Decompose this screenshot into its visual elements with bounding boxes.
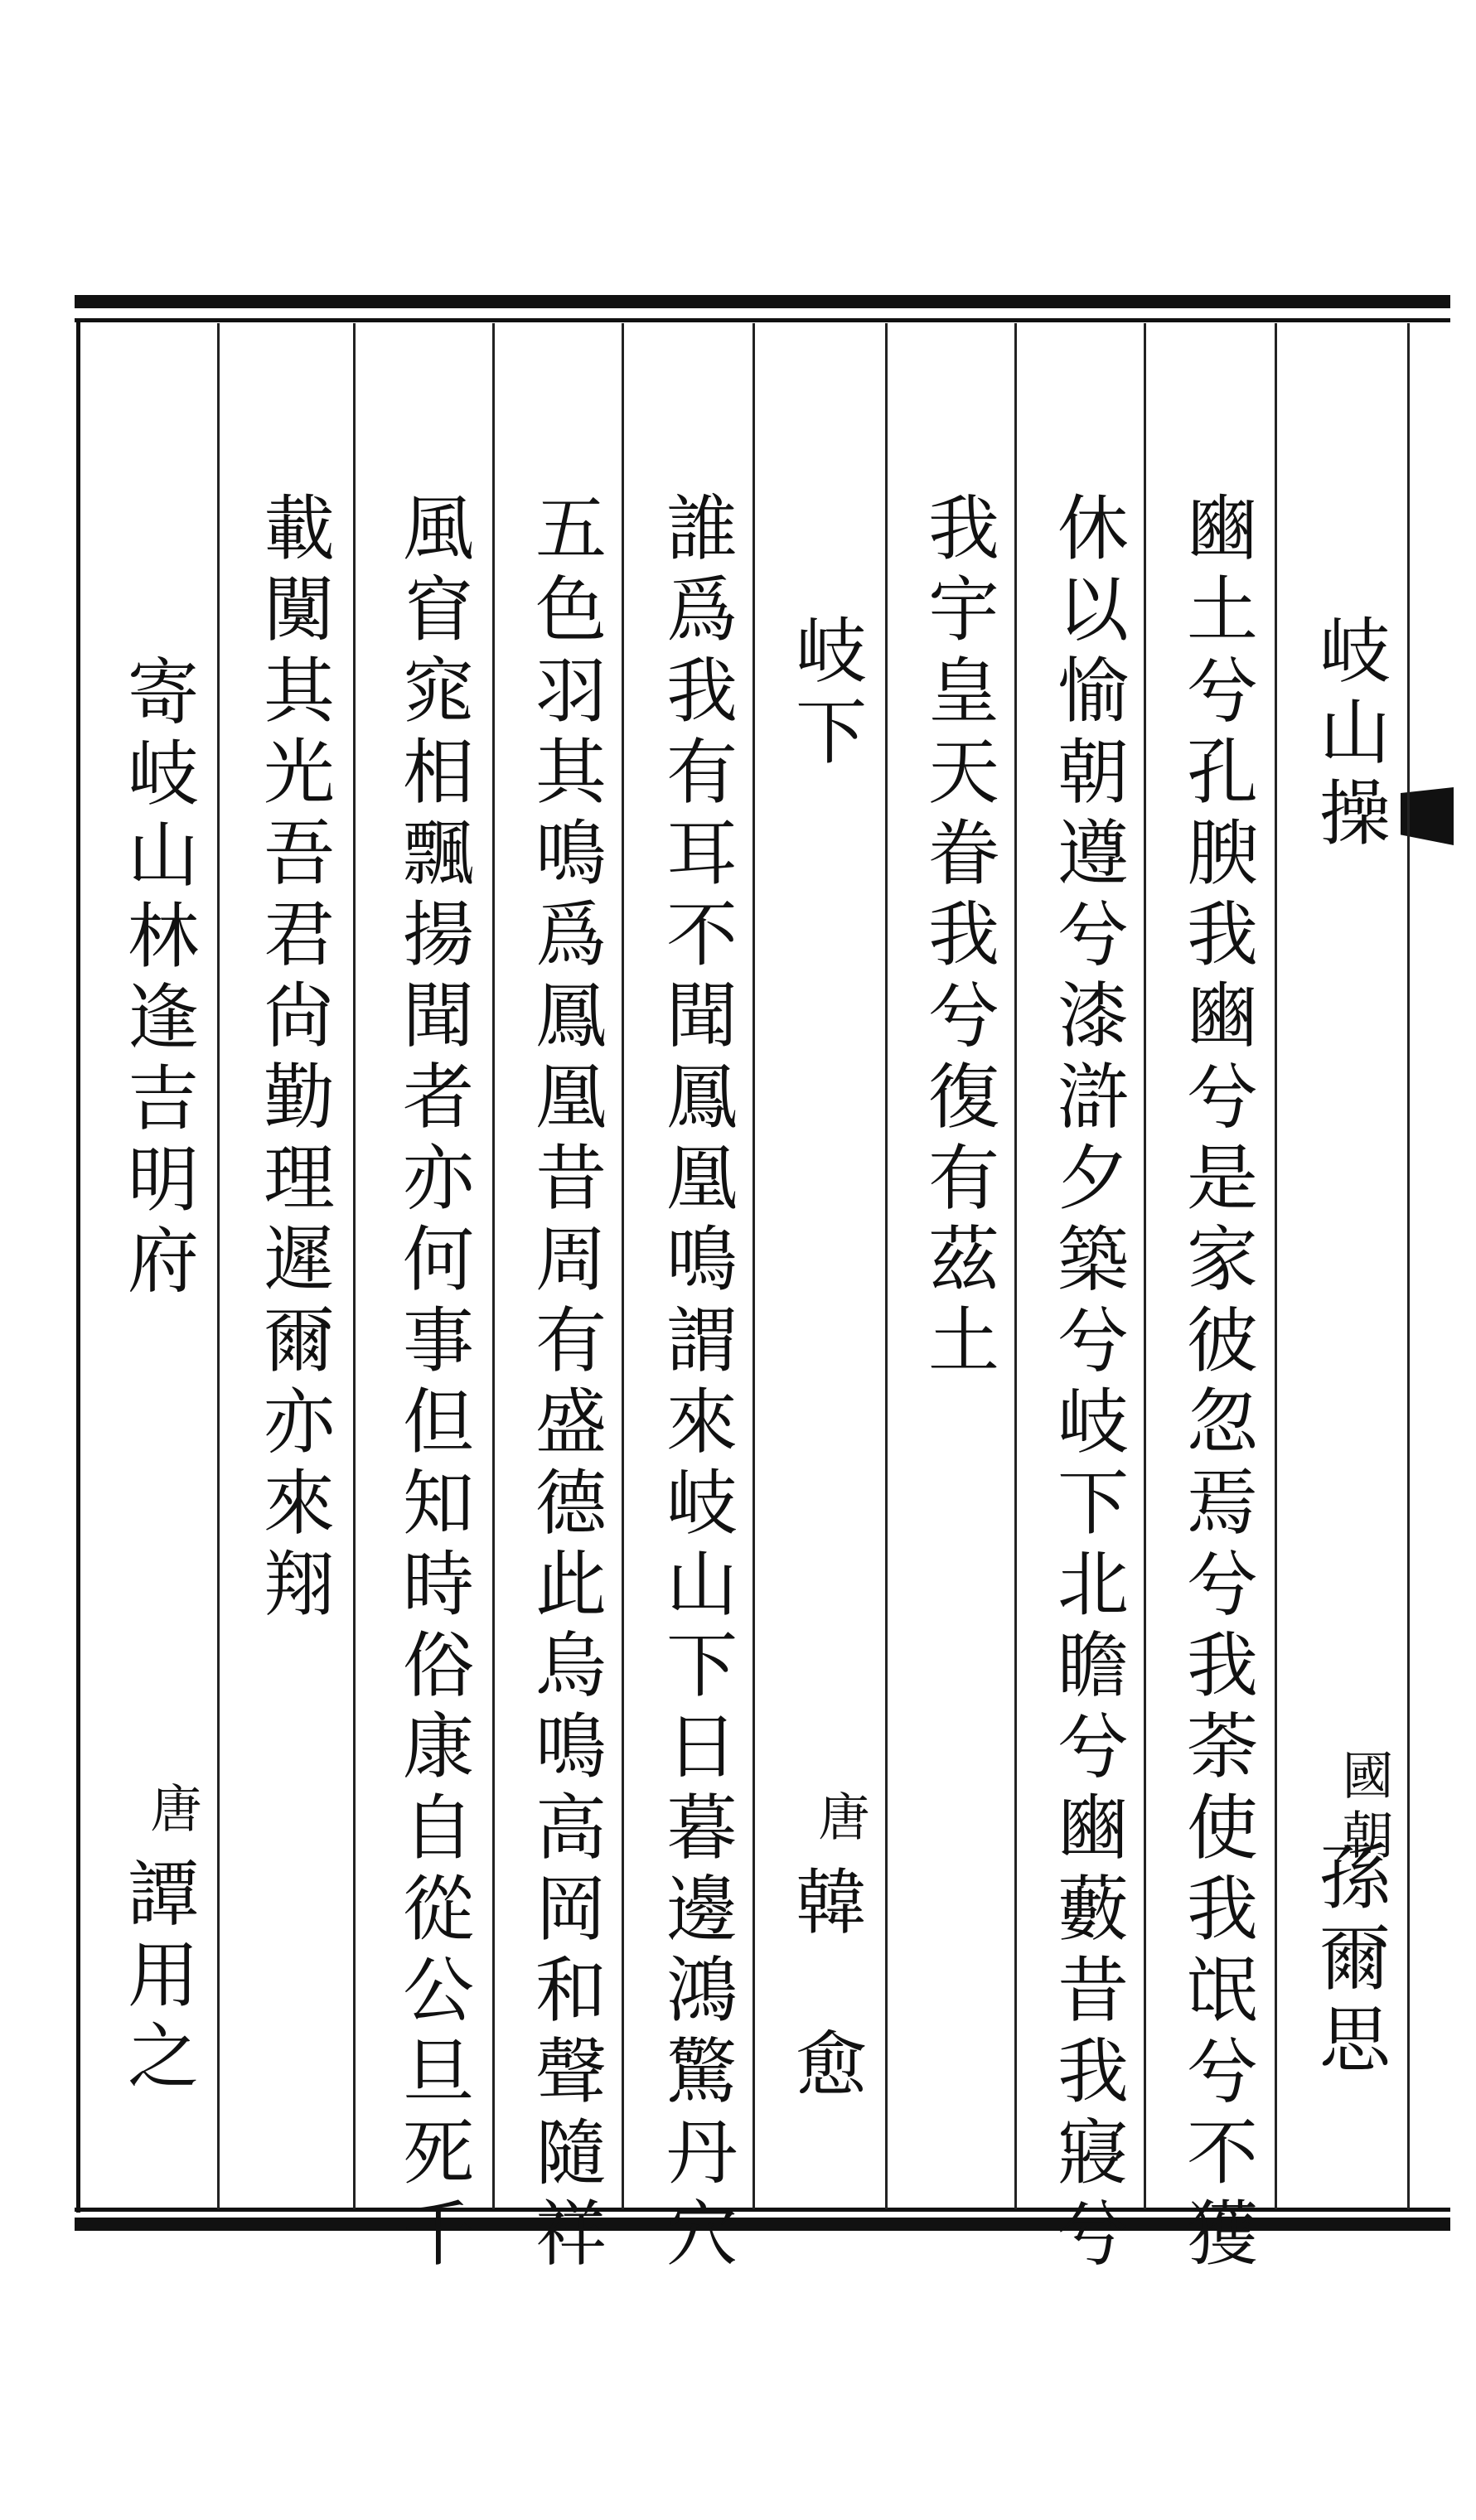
column-divider	[353, 323, 356, 2209]
poem-title: 寄岐山林逢吉明府	[115, 655, 198, 1304]
poem-line: 休以愉朝遵兮漆滸夕築兮岐下北瞻兮豳藪昔我寢兮	[1045, 491, 1128, 2277]
column-divider	[1407, 323, 1410, 2209]
top-border-thick	[75, 295, 1450, 308]
left-border	[76, 322, 80, 2213]
author-name: 譚用之	[115, 1856, 198, 2100]
poem-line: 誰爲我有耳不聞鳳凰鳴謂來岐山下日暮邊鴻驚丹穴	[654, 491, 737, 2277]
author-dynasty: 國朝	[1333, 1749, 1394, 1868]
poem-line: 豳土兮孔腴我豳兮是家彼忽焉兮我荼使我氓兮不獲	[1174, 491, 1257, 2277]
column-divider	[753, 323, 755, 2209]
author-dynasty: 唐	[810, 1790, 870, 1850]
poem-line: 我宇皇天眷我兮復有茲土	[916, 491, 999, 1384]
column-divider	[217, 323, 220, 2209]
poem-line: 五色羽其鳴爲鳳凰昔周有盛德此烏鳴高岡和聲隨祥	[523, 491, 606, 2277]
poem-line: 載闃其光吾君尙勤理遲爾亦來翔	[251, 491, 334, 1628]
poem-title: 岐山操	[1307, 613, 1390, 857]
author-dynasty: 唐	[142, 1782, 202, 1841]
poem-title: 岐下	[783, 613, 866, 776]
poem-line: 風窅窕相飄揚聞者亦何事但知時俗康自從公旦死千	[390, 491, 473, 2277]
column-divider	[492, 323, 495, 2209]
column-divider	[622, 323, 624, 2209]
top-border-thin	[75, 318, 1450, 322]
column-divider	[1275, 323, 1277, 2209]
author-name: 韓 愈	[783, 1865, 866, 2108]
column-divider	[885, 323, 888, 2209]
column-divider	[1144, 323, 1146, 2209]
column-divider	[1014, 323, 1017, 2209]
author-name: 孫爾思	[1307, 1840, 1390, 2083]
